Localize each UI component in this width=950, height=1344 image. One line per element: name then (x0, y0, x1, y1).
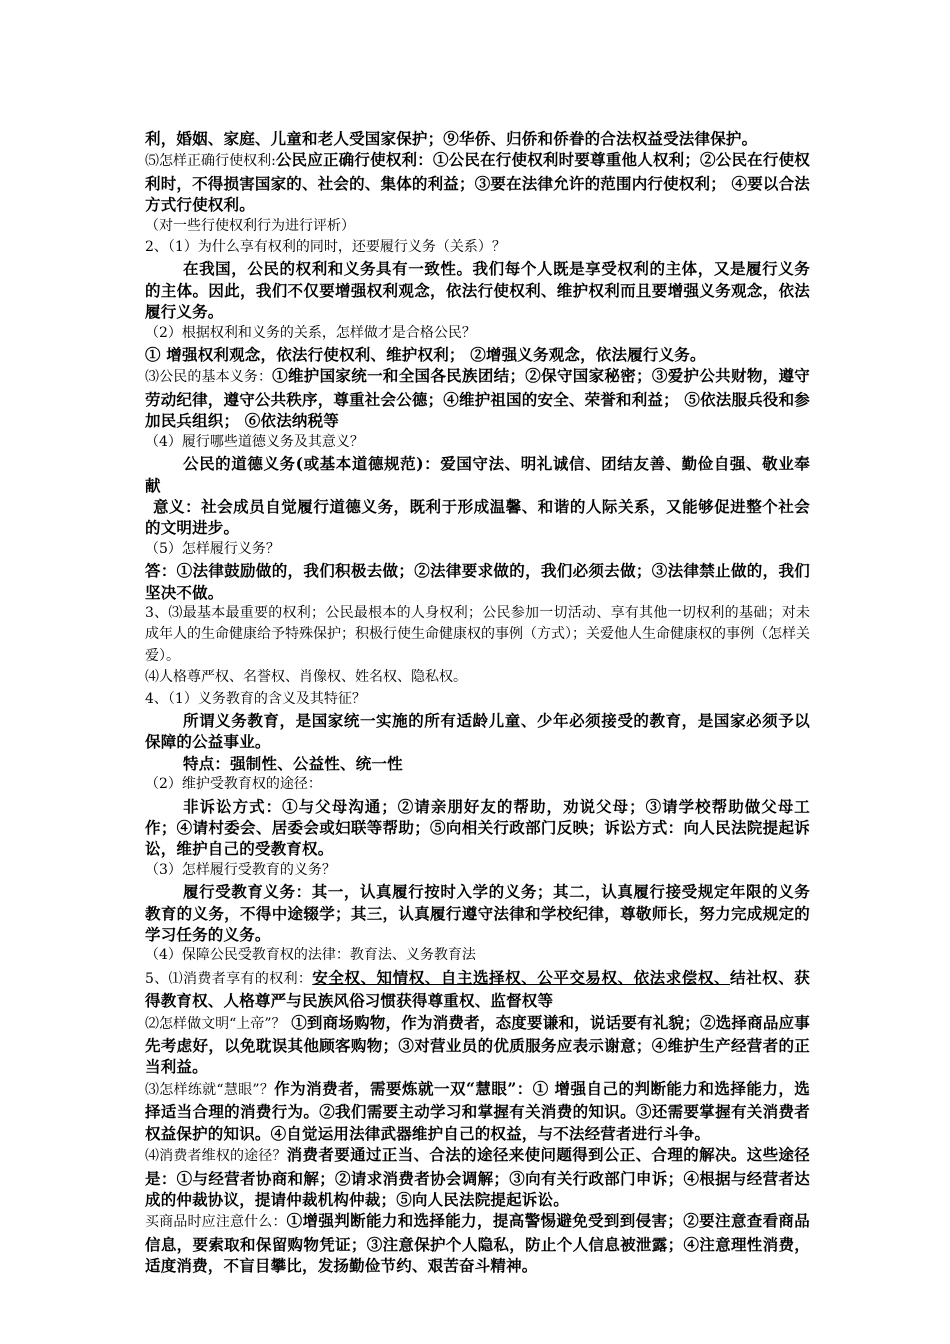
q5-answer: 公民应正确行使权利：①公民在行使权利时要尊重他人权利；②公民在行使权利时，不得损害国家的、社会的、集体的利益；③要在法律允许的范围内行使权利； ④要以合法方式行使权利。 (145, 150, 811, 215)
sec5-q1 (145, 967, 810, 1012)
sec5-a5: ①增强判断能力和选择能力，提高警惕避免受到到侵害；②要注意查看商品信息，要索取和保留购物凭证；③注意保护个人隐私，防止个人信息被泄露；④注意理性消费，适度消费，不盲目攀比，发扬勤俭节约、艰苦奋斗精神。 (145, 1211, 810, 1276)
sec3-p1: 3、⑶最基本最重要的权利；公民最根本的人身权利；公民参加一切活动、享有其他一切权利的基础；对未成年人的生命健康给予特殊保护；积极行使生命健康权的事例（方式）；关爱他人生命健康权的事例（怎样关爱）。 (145, 604, 810, 664)
sec2-a1: 在我国，公民的权利和义务具有一致性。我们每个人既是享受权利的主体，又是履行义务的主体。因此，我们不仅要增强权利观念，依法行使权利、维护权利而且要增强义务观念，依法履行义务。 (145, 259, 810, 322)
sec2-q3 (145, 365, 810, 431)
sec5-q2-label: ⑵怎样做文明“上帝”？ (145, 1015, 286, 1032)
sec4-a1b: 特点：强制性、公益性、统一性 (183, 753, 403, 773)
sec2-a4b: 意义：社会成员自觉履行道德义务，既利于形成温馨、和谐的人际关系，又能够促进整个社会的文明进步。 (145, 496, 810, 538)
sec4-q2: （2）维护受教育权的途径： (145, 776, 322, 793)
sec2-q5: （5）怎样履行义务？ (145, 540, 280, 557)
sec5-q1-underlined: 安全权、知情权、自主选择权、公平交易权、依法求偿权、 (312, 967, 731, 987)
sec5-q5 (145, 1210, 810, 1276)
sec5-q3-label: ⑶怎样练就“慧眼”？ (145, 1081, 275, 1098)
sec4-a3: 履行受教育义务：其一，认真履行按时入学的义务；其二，认真履行接受规定年限的义务教育的义务，不得中途辍学；其三，认真履行遵守法律和学校纪律，尊敬师长，努力完成规定的学习任务的义务。 (145, 882, 810, 945)
sec2-a3: ①维护国家统一和全国各民族团结；②保守国家秘密；③爱护公共财物，遵守劳动纪律，遵守公共秩序，尊重社会公德；④维护祖国的安全、荣誉和利益； ⑤依法服兵役和参加民兵组织； ⑥依法纳税等 (145, 366, 811, 431)
sec5-a3: 作为消费者，需要炼就一双“慧眼”：① 增强自己的判断能力和选择能力，选择适当合理的消费行为。②我们需要主动学习和掌握有关消费的知识。③还需要掌握有关消费者权益保护的知识。④自觉运用法律武器维护自己的权益，与不法经营者进行斗争。 (145, 1078, 810, 1143)
sec5-q1-rest: 结社权、获得教育权、人格尊严与民族风俗习惯获得尊重权、监督权等 (145, 967, 810, 1011)
sec5-q4-label: ⑷消费者维权的途径？ (145, 1148, 287, 1165)
sec2-a4a: 公民的道德义务(或基本道德规范)：爱国守法、明礼诚信、团结友善、勤俭自强、敬业奉献 (145, 454, 810, 495)
sec4-q4: （4）保障公民受教育权的法律：教育法、义务教育法 (145, 947, 476, 964)
sec2-q1: 2、（1）为什么享有权利的同时，还要履行义务（关系）？ (145, 239, 506, 256)
sec2-q3-label: ⑶公民的基本义务： (145, 369, 273, 386)
sec3-p2: ⑷人格尊严权、名誉权、肖像权、姓名权、隐私权。 (145, 669, 467, 686)
sec4-a1: 所谓义务教育，是国家统一实施的所有适龄儿童、少年必须接受的教育，是国家必须予以保障的公益事业。 (145, 710, 810, 752)
sec5-q2 (145, 1012, 810, 1078)
sec5-q3 (145, 1078, 810, 1144)
evaluation-note: （对一些行使权利行为进行评析） (145, 217, 355, 234)
sec5-a2-lead: ①到商场购物， (291, 1012, 402, 1032)
sec5-q4 (145, 1144, 810, 1210)
sec2-q2: （2）根据权利和义务的关系，怎样做才是合格公民？ (145, 324, 476, 341)
sec2-a2: ① 增强权利观念，依法行使权利、维护权利； ②增强义务观念，依法履行义务。 (145, 345, 706, 365)
q5-exercise-rights (145, 149, 810, 215)
q5-label: ⑸怎样正确行使权利: (145, 153, 276, 170)
rights-tail-text: 利，婚姻、家庭、儿童和老人受国家保护；⑨华侨、归侨和侨眷的合法权益受法律保护。 (145, 129, 758, 148)
sec4-q3: （3）怎样履行受教育的义务？ (145, 861, 336, 878)
sec5-a4: 消费者要通过正当、合法的途径来使问题得到公正、合理的解决。这些途径是：①与经营者协商和解；②请求消费者协会调解；③向有关行政部门申诉；④根据与经营者达成的仲裁协议，提请仲裁机构仲裁；⑤向人民法院提起诉讼。 (145, 1145, 810, 1209)
sec2-q4: （4）履行哪些道德义务及其意义？ (145, 433, 364, 450)
document-page (145, 128, 810, 1277)
sec5-q1-label: 5、⑴消费者享有的权利： (145, 970, 313, 987)
sec5-q5-label: 买商品时应注意什么： (145, 1214, 287, 1231)
sec2-a5: 答：①法律鼓励做的，我们积极去做；②法律要求做的，我们必须去做；③法律禁止做的，我们坚决不做。 (145, 561, 810, 602)
sec4-a2: 非诉讼方式：①与父母沟通；②请亲朋好友的帮助，劝说父母；③请学校帮助做父母工作；④请村委会、居委会或妇联等帮助；⑤向相关行政部门反映；诉讼方式：向人民法院提起诉讼，维护自己的受教育权。 (145, 796, 810, 859)
sec4-q1: 4、（1）义务教育的含义及其特征？ (145, 690, 366, 707)
sec5-a2: 作为消费者，态度要谦和，说话要有礼貌；②选择商品应事先考虑好，以免耽误其他顾客购物；③对营业员的优质服务应表示谢意；④维护生产经营者的正当利益。 (145, 1012, 810, 1077)
